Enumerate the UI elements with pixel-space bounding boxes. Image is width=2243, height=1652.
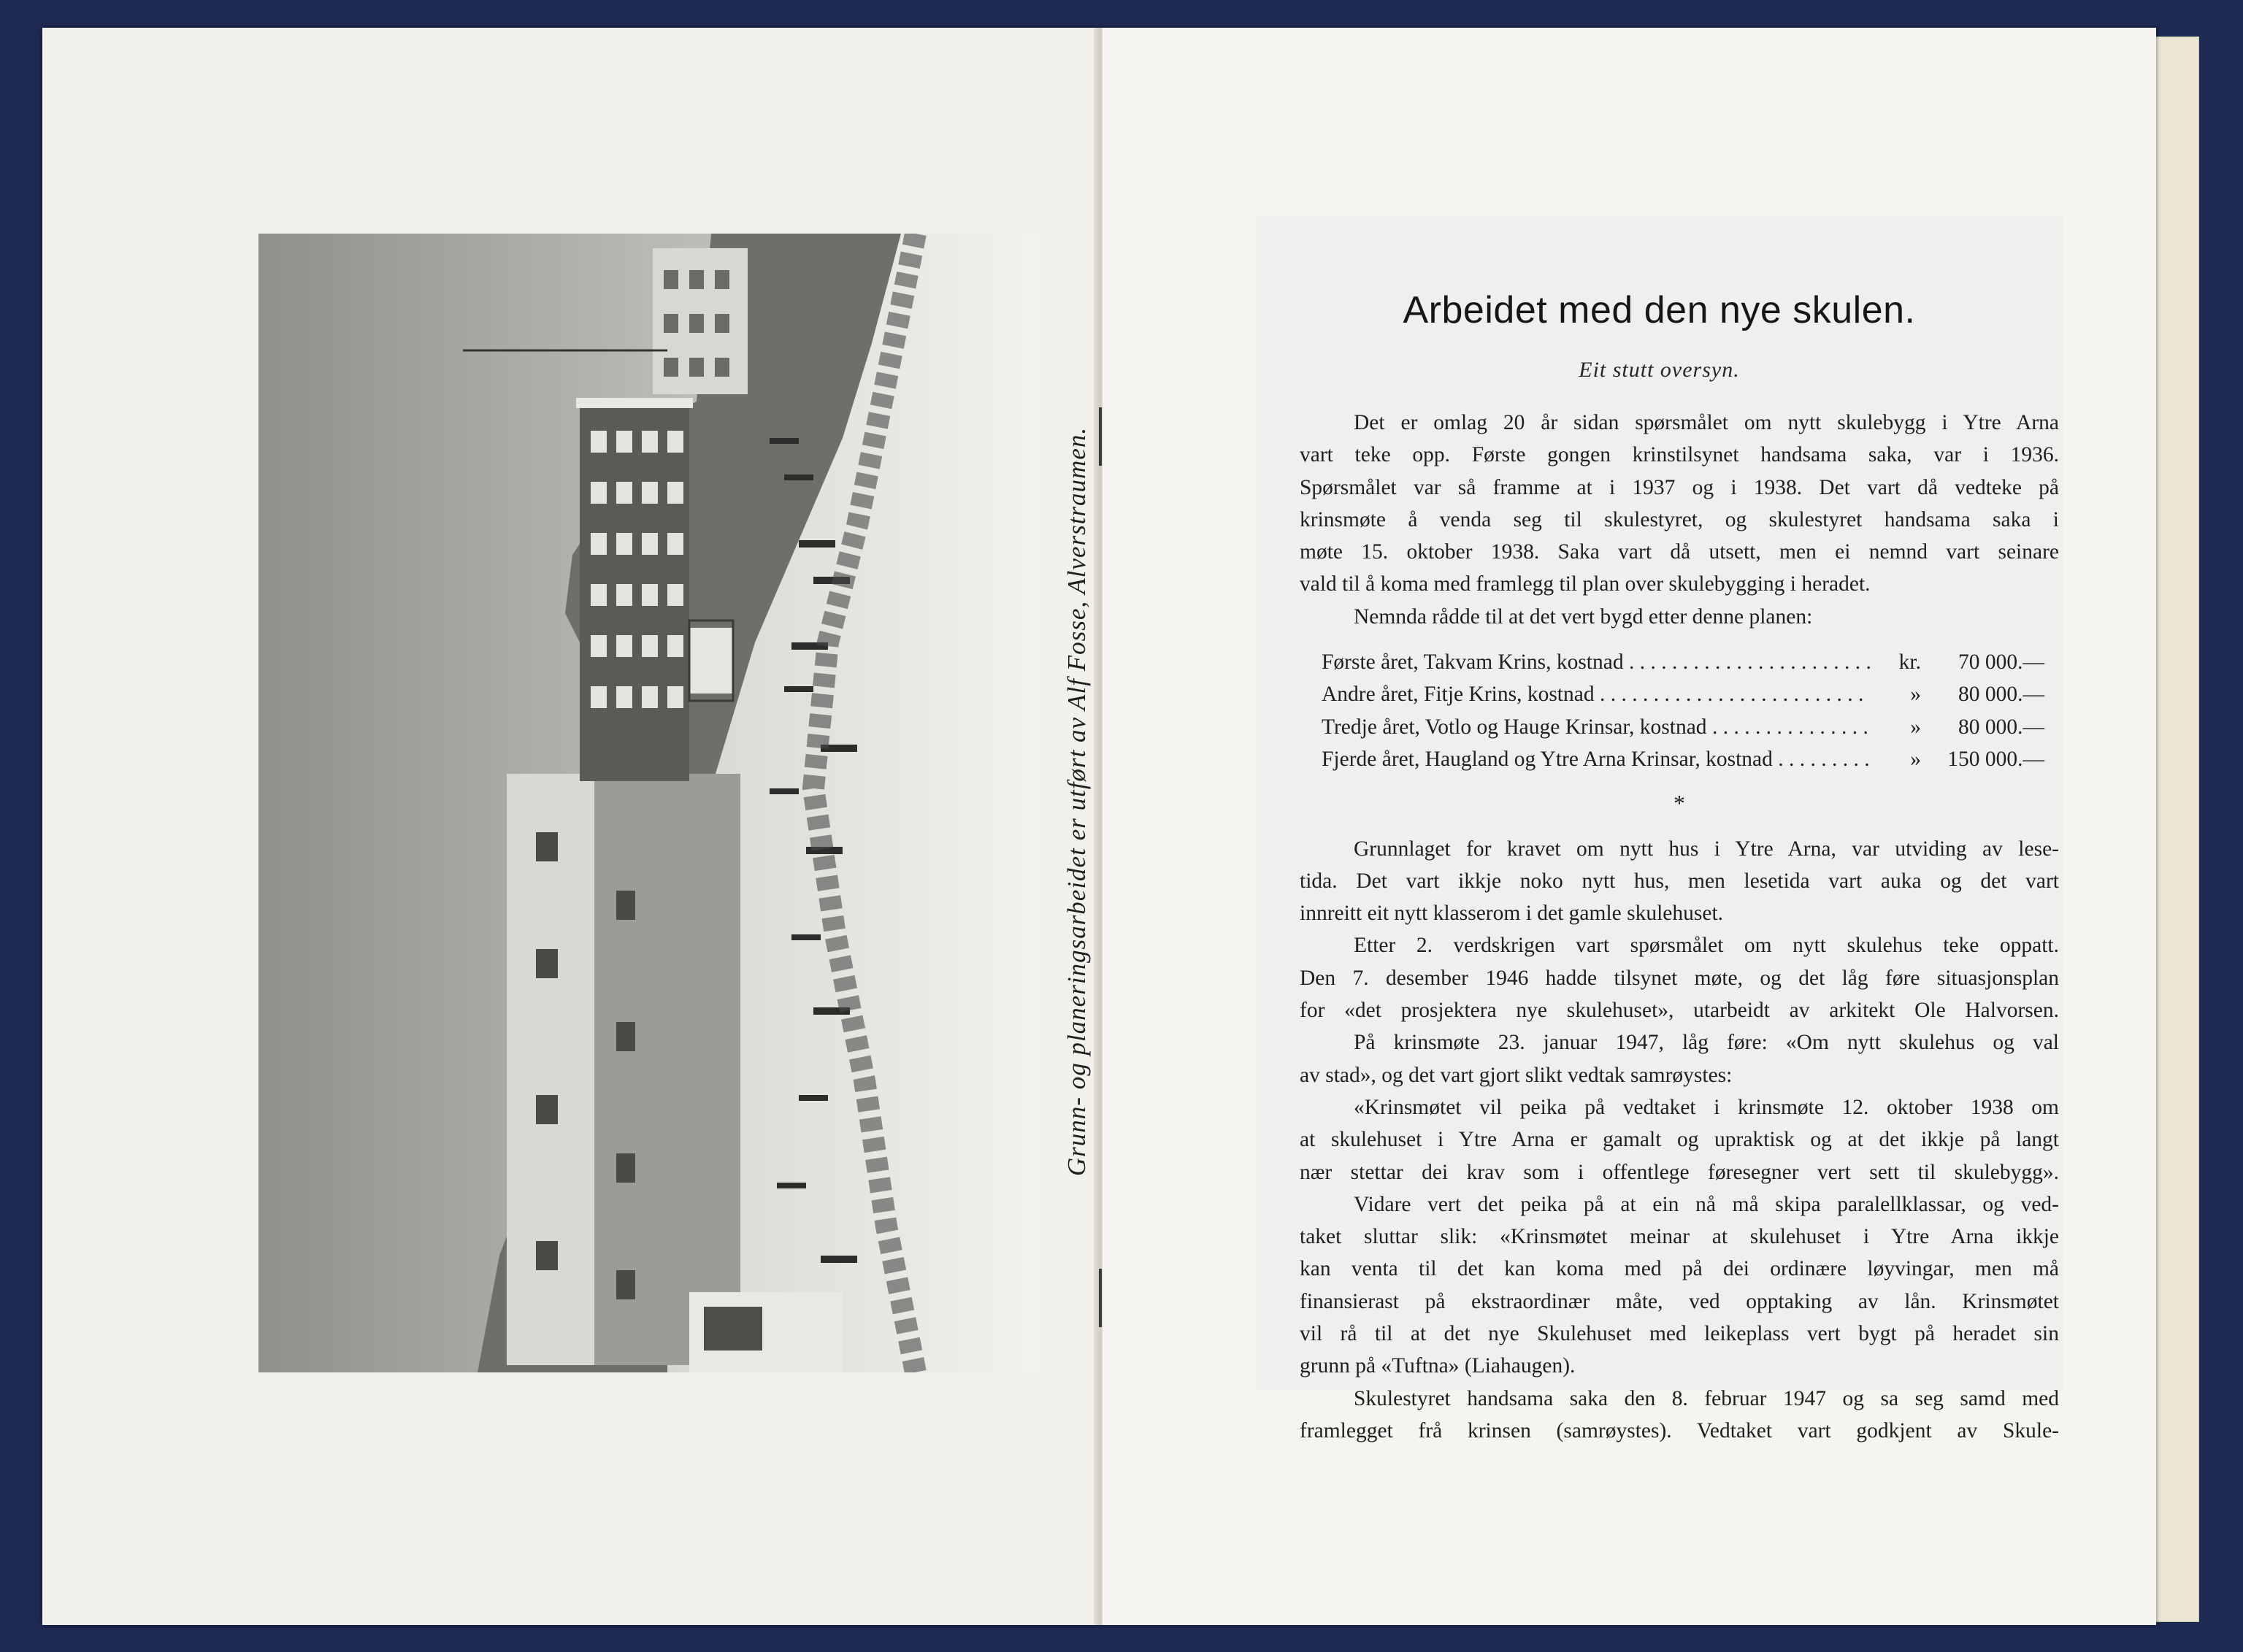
text-line: at skulehuset i Ytre Arna er gamalt og upraktisk og at det ikkje på langt (1300, 1128, 2059, 1152)
cost-unit: » (1870, 743, 1931, 775)
left-page (42, 28, 1100, 1625)
article-body (1300, 407, 2059, 1447)
text-line: Grunnlaget for kravet om nytt hus i Ytre Arna, var utviding av lese- (1354, 837, 2059, 861)
staple-bottom (1099, 1269, 1102, 1327)
text-line: Skulestyret handsama saka den 8. februar 1947 og sa seg samd med (1354, 1386, 2059, 1410)
text-line: nær stettar dei krav som i offentlege føresegner vert sett til skulebygg». (1300, 1160, 2059, 1184)
text-line: kan venta til det kan koma med på dei ordinære løyvingar, men må (1300, 1257, 2059, 1281)
cost-amount: 70 000.— (1931, 646, 2044, 678)
right-page (1103, 28, 2156, 1625)
school-photo (258, 234, 1041, 1372)
cost-label: Tredje året, Votlo og Hauge Krinsar, kostnad . . . (1322, 711, 1870, 743)
article-subtitle: Eit stutt oversyn. (1579, 358, 1740, 382)
text-line: Det er omlag 20 år sidan spørsmålet om nytt skulebygg i Ytre Arna (1354, 411, 2059, 434)
text-line: Spørsmålet var så framme at i 1937 og i 1938. Det vart då vedteke på (1300, 475, 2059, 499)
cost-row (1322, 743, 2044, 775)
text-line: av stad», og det vart gjort slikt vedtak samrøystes: (1300, 1063, 1733, 1087)
text-line: møte 15. oktober 1938. Saka vart då utsett, men ei nemnd vart seinare (1300, 540, 2059, 564)
cost-amount: 150 000.— (1931, 743, 2044, 775)
cost-amount: 80 000.— (1931, 678, 2044, 710)
text-line: Nemnda rådde til at det vert bygd etter denne planen: (1354, 604, 1813, 629)
text-line: grunn på «Tuftna» (Liahaugen). (1300, 1354, 1576, 1378)
text-line: tida. Det vart ikkje noko nytt hus, men lesetida vart auka og det vart (1300, 869, 2059, 893)
text-line: Etter 2. verdskrigen vart spørsmålet om nytt skulehus teke oppatt. (1354, 934, 2059, 958)
text-line: innreitt eit nytt klasserom i det gamle skulehuset. (1300, 902, 1724, 926)
text-line: framlegget frå krinsen (samrøystes). Vedtaket vart godkjent av Skule- (1300, 1418, 2059, 1442)
text-line: for «det prosjektera nye skulehuset», utarbeidt av arkitekt Ole Halvorsen. (1300, 999, 2059, 1023)
cost-unit: kr. (1870, 646, 1931, 678)
cost-label: Andre året, Fitje Krins, kostnad . . . (1322, 678, 1870, 710)
book-spread (42, 28, 2156, 1625)
text-line: Den 7. desember 1946 hadde tilsynet møte, og det låg føre situasjonsplan (1300, 966, 2059, 990)
text-line: vart teke opp. Første gongen krinstilsynet handsama saka, var i 1936. (1300, 443, 2059, 467)
section-separator: * (1673, 790, 1685, 817)
text-line: finansierast på ekstraordinær måte, ved opptaking av lån. Krinsmøtet (1300, 1289, 2059, 1313)
school-illustration (258, 234, 1041, 1372)
text-line: taket sluttar slik: «Krinsmøtet meinar at skulehuset i Ytre Arna ikkje (1300, 1225, 2059, 1249)
cost-amount: 80 000.— (1931, 711, 2044, 743)
cost-unit: » (1870, 678, 1931, 710)
cost-row (1322, 678, 2044, 710)
text-line: vil rå til at det nye Skulehuset med leikeplass vert bygt på heradet sin (1300, 1322, 2059, 1346)
text-line: krinsmøte å venda seg til skulestyret, og skulestyret handsama saka i (1300, 507, 2059, 531)
cost-table (1322, 646, 2044, 775)
cost-label: Første året, Takvam Krins, kostnad . . . (1322, 646, 1870, 678)
text-line: Vidare vert det peika på at ein nå må skipa paralellklassar, og ved- (1354, 1192, 2059, 1216)
article (1256, 215, 2063, 1442)
text-line: På krinsmøte 23. januar 1947, låg føre: «Om nytt skulehus og val (1354, 1031, 2059, 1055)
cost-label: Fjerde året, Haugland og Ytre Arna Krinsar, kostnad . . . (1322, 743, 1870, 775)
text-line: «Krinsmøtet vil peika på vedtaket i krinsmøte 12. oktober 1938 om (1354, 1095, 2059, 1119)
cost-row (1322, 646, 2044, 678)
cost-row (1322, 711, 2044, 743)
caption-line-1: Grunn- og planeringsarbeidet er utført av Alf Fosse, Alverstraumen. (1062, 426, 1091, 1177)
cost-unit: » (1870, 711, 1931, 743)
text-line: vald til å koma med framlegg til plan over skulebygging i heradet. (1300, 572, 1871, 596)
article-title: Arbeidet med den nye skulen. (1403, 289, 1916, 331)
staple-top (1099, 407, 1102, 466)
